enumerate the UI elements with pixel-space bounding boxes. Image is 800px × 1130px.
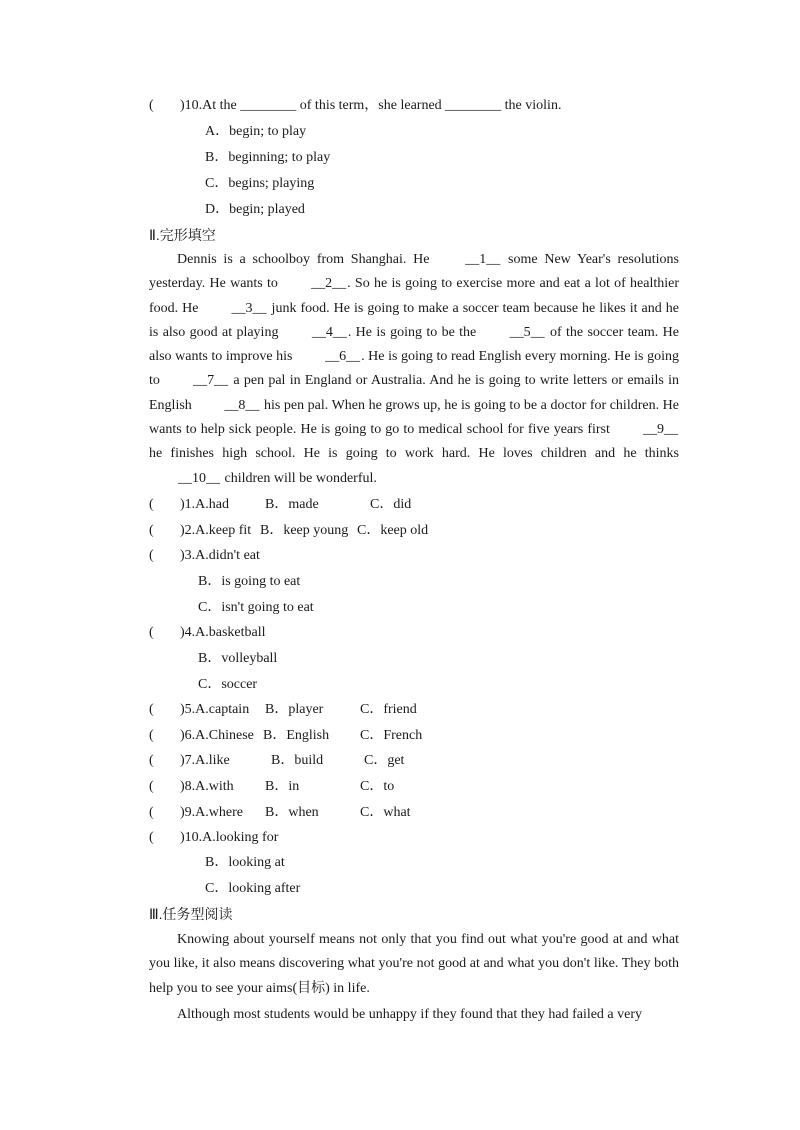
option-b: B．made <box>265 497 319 512</box>
option-a: )10.A.looking for <box>180 830 279 845</box>
answer-paren: ( <box>149 805 154 820</box>
section-2-heading: Ⅱ.完形填空 <box>149 227 216 243</box>
option-a: )2.A.keep fit <box>180 523 252 538</box>
blank-4: __4__ <box>311 324 347 340</box>
answer-paren: ( <box>149 625 154 640</box>
option-a: )3.A.didn't eat <box>180 548 260 563</box>
cloze-question-9 <box>149 803 243 823</box>
option-a: )5.A.captain <box>180 702 250 717</box>
option-b: B．volleyball <box>198 651 278 666</box>
option-a: )6.A.Chinese <box>180 728 254 743</box>
option-b: B．looking at <box>205 855 285 870</box>
cloze-question-2 <box>149 521 251 541</box>
option-a: )9.A.where <box>180 805 243 820</box>
option-c: C．what <box>360 805 411 820</box>
blank-9: __9__ <box>643 422 678 438</box>
passage-text: children will be wonderful. <box>221 470 377 486</box>
reading-paragraph-2: Although most students would be unhappy if they found that they had failed a very <box>177 1007 643 1022</box>
passage-text: . So he is going to exercise more and eat a lot of healthier food. He <box>149 276 679 316</box>
blank-6: __6__ <box>325 349 361 365</box>
cloze-passage <box>149 248 679 491</box>
answer-paren: ( <box>149 702 154 717</box>
answer-paren: ( <box>149 753 154 768</box>
cloze-question-3 <box>149 546 260 566</box>
option-c: C．keep old <box>357 523 429 538</box>
option-a: )7.A.like <box>180 753 230 768</box>
passage-text: Dennis is a schoolboy from Shanghai. He <box>177 252 437 267</box>
option-c: C．soccer <box>198 677 258 692</box>
cloze-question-7 <box>149 751 230 771</box>
cloze-question-8 <box>149 777 234 797</box>
cloze-question-5 <box>149 700 249 720</box>
answer-paren: ( <box>149 497 154 512</box>
option-c: C．get <box>364 753 405 768</box>
answer-paren: ( <box>149 98 154 113</box>
passage-text: he finishes high school. He is going to work hard. He loves children and he thinks <box>149 446 679 462</box>
option-b: B．when <box>265 805 319 820</box>
answer-paren: ( <box>149 523 154 538</box>
cloze-question-10 <box>149 828 278 848</box>
passage-text: his pen pal. When he grows up, he is going to be a doctor for children. He wants to help sick people. He is going to go to medical school for five years first <box>149 397 679 438</box>
option-a: )1.A.had <box>180 497 229 512</box>
option-b: B．is going to eat <box>198 574 301 589</box>
passage-text: a pen pal in England or Australia. And he is going to write letters or emails in English <box>149 373 680 413</box>
option-a: A．begin; to play <box>205 124 307 139</box>
option-c: C．to <box>360 779 395 794</box>
option-c: C．friend <box>360 702 417 717</box>
answer-paren: ( <box>149 830 154 845</box>
option-c: C．begins; playing <box>205 176 315 191</box>
question-text: )10.At the ________ of this term，she learned ________ the violin. <box>180 98 562 113</box>
blank-8: __8__ <box>224 397 260 413</box>
option-b: B．beginning; to play <box>205 150 331 165</box>
answer-paren: ( <box>149 728 154 743</box>
option-b: B．in <box>265 779 300 794</box>
option-c: C．isn't going to eat <box>198 600 314 615</box>
section-3-heading: Ⅲ.任务型阅读 <box>149 906 233 922</box>
option-c: C．did <box>370 497 412 512</box>
answer-paren: ( <box>149 548 154 563</box>
reading-paragraph-1: Knowing about yourself means not only that you find out what you're good at and what you like, it also means discovering what you're not good at and what you don't like. They both help you to see your aims(目标) in life. <box>149 932 679 996</box>
blank-7: __7__ <box>193 373 229 389</box>
passage-text: junk food. He is going to make a soccer team because he likes it and he is also good at playing <box>149 300 679 340</box>
cloze-question-1 <box>149 495 229 515</box>
passage-text: some New Year's resolutions yesterday. He wants to <box>149 252 679 292</box>
option-a: )4.A.basketball <box>180 625 266 640</box>
option-b: B．English <box>263 728 330 743</box>
blank-2: __2__ <box>311 276 347 292</box>
option-c: C．French <box>360 728 423 743</box>
option-d: D．begin; played <box>205 202 305 217</box>
blank-1: __1__ <box>465 252 501 267</box>
question-10-stem <box>149 96 561 116</box>
cloze-question-6 <box>149 726 254 746</box>
answer-paren: ( <box>149 779 154 794</box>
passage-text: . He is going to read English every morning. He is going to <box>149 349 679 389</box>
passage-text: of the soccer team. He also wants to improve his <box>149 324 679 365</box>
blank-5: __5__ <box>509 324 545 340</box>
option-b: B．keep young <box>260 523 349 538</box>
option-a: )8.A.with <box>180 779 234 794</box>
blank-10: __10__ <box>178 470 220 486</box>
option-c: C．looking after <box>205 881 301 896</box>
cloze-question-4 <box>149 623 266 643</box>
option-b: B．player <box>265 702 324 717</box>
blank-3: __3__ <box>231 300 267 316</box>
passage-text: . He is going to be the <box>347 324 481 340</box>
option-b: B．build <box>271 753 324 768</box>
